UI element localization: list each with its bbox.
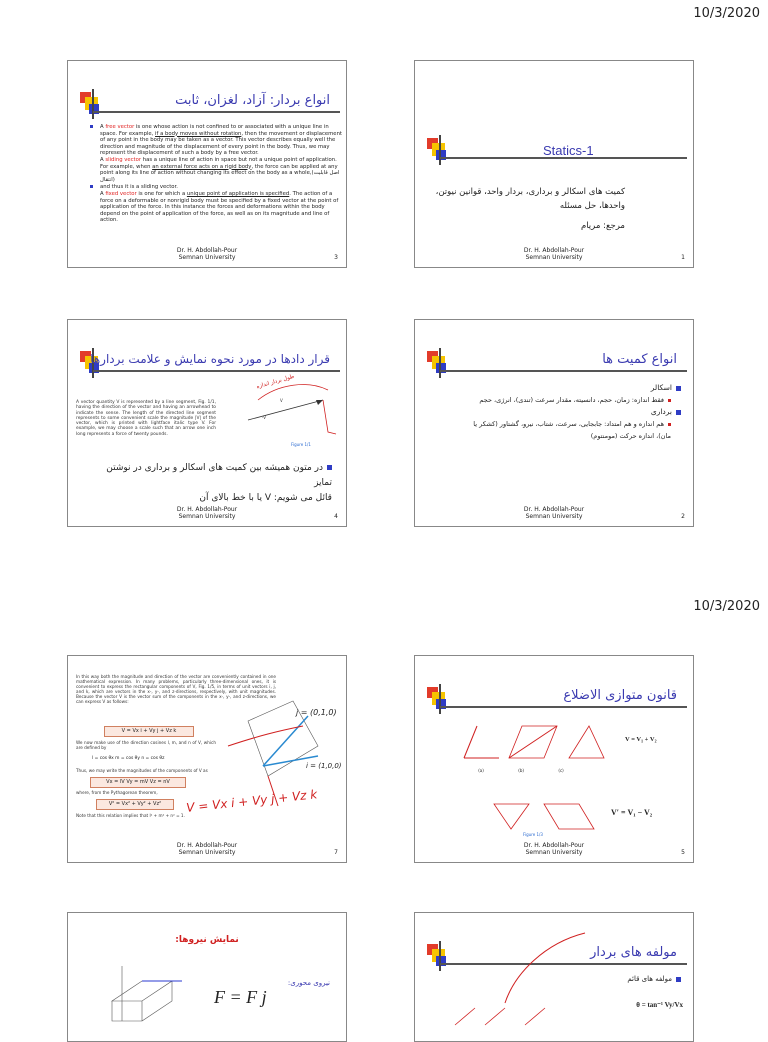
force-equation: F = F j bbox=[214, 987, 267, 1007]
difference-figure bbox=[489, 794, 599, 834]
sub-bullet-icon bbox=[668, 423, 671, 426]
slide-logo-icon bbox=[80, 89, 108, 119]
slide-body: کمیت های اسکالر و برداری، بردار واحد، قوانین نیوتن، واحدها، حل مسئله مرجع: مریام bbox=[435, 187, 625, 231]
slide-number: 1 bbox=[681, 254, 685, 261]
handwritten-arrow bbox=[505, 933, 585, 1003]
scanned-text: In this way both the magnitude and direction of the vector are conveniently contained in one mathematical expression. In many problems, particularly three-dimensional ones, it is convenient to express the rectangular components of V, Fig. 1/5, in terms of unit vectors i, j, and k, which are vectors in the x-, y-, and z-directions, respectively, with unit magnitudes. Because the vector V is the vector sum of the components in the x-, y-, and z-directions, we can express V as follows: bbox=[76, 674, 276, 704]
scanned-text: Note that this relation implies that l² + m² + n² = 1. bbox=[76, 813, 185, 818]
scanned-text: We now make use of the direction cosines l, m, and n of V, which are defined by bbox=[76, 740, 216, 750]
arrowhead-icon bbox=[316, 400, 323, 405]
slide-title: قرار دادها در مورد نحوه نمایش و علامت بردارها bbox=[90, 352, 330, 366]
direction-cosines: l = cos θx m = cos θy n = cos θz bbox=[92, 756, 165, 761]
scanned-text: A vector quantity V is represented by a line segment, Fig. 1/1, having the direction of the vector and having an arrowhead to indicate the sense. The length of the directed line segment represents to some convenient scale the magnitude |V| of the vector, which is printed with lightface italic type V. For example, we may choose a scale such that an arrow one inch long represents a force of twenty pounds. bbox=[76, 400, 216, 437]
scanned-text: Thus, we may write the magnitudes of the components of V as bbox=[76, 768, 208, 773]
slide-footer: Dr. H. Abdollah-Pour Semnan University bbox=[176, 247, 238, 261]
slide-5 bbox=[414, 655, 694, 863]
vector-figure bbox=[228, 372, 338, 452]
title-rule bbox=[440, 706, 687, 708]
bullet-icon bbox=[327, 465, 332, 470]
slide-logo-icon bbox=[427, 135, 455, 165]
paragraph-sliding-tail: and thus it is a sliding vector. bbox=[92, 184, 342, 191]
slide-1 bbox=[414, 60, 694, 268]
equation-box: Vx = lV Vy = mV Vz = nV bbox=[90, 777, 186, 788]
slide-footer: Dr. H. Abdollah-Pour Semnan University bbox=[523, 842, 585, 856]
slide-2 bbox=[414, 319, 694, 527]
slide-number: 7 bbox=[334, 849, 338, 856]
slide-8 bbox=[67, 912, 347, 1042]
axes-figure bbox=[92, 961, 182, 1031]
handwritten-curve bbox=[228, 726, 303, 746]
bullet-icon bbox=[676, 386, 681, 391]
slide-footer: Dr. H. Abdollah-Pour Semnan University bbox=[176, 506, 238, 520]
svg-text:-V: -V bbox=[262, 415, 266, 420]
figure-caption: Figure 1/1 bbox=[291, 442, 311, 447]
title-rule bbox=[93, 111, 340, 113]
paragraph-free-vector: A free vector is one whose action is not confined to or associated with a unique line in space. For example, if a body moves without rotation, then the movement or displacement of any point in the body may be taken as a vector. This vector describes equally well the direction and magnitude of the displacement of every point in the body. Thus, we may represent the displacement of such a body by a free vector. bbox=[92, 124, 342, 157]
equation-sum: V = V₁ + V₂ bbox=[625, 736, 657, 743]
bullet-icon bbox=[676, 977, 681, 982]
slide-3 bbox=[67, 60, 347, 268]
handwritten-equation: V = Vx i + Vy j + Vz k bbox=[185, 787, 318, 815]
equation-box: V² = Vx² + Vy² + Vz² bbox=[96, 799, 174, 810]
bullet-icon bbox=[90, 125, 93, 128]
paragraph-sliding-vector: A sliding vector has a unique line of action in space but not a unique point of application. For example, when an external force acts on a rigid body, the force can be applied at any point along its line of action without changing its effect on the body as a whole,(اصل قابلیت انتقال) bbox=[100, 156, 340, 183]
slide-footer: Dr. H. Abdollah-Pour Semnan University bbox=[523, 506, 585, 520]
scanned-text: where, from the Pythagorean theorem, bbox=[76, 790, 158, 795]
paragraph-fixed-vector: A fixed vector is one for which a unique point of application is specified. The action of a force on a deformable or nonrigid body must be specified by a fixed vector at the point of application of the force. In this instance the forces and deformations within the body depend on the point of application of the force, as well as on its magnitude and line of action. bbox=[100, 190, 339, 224]
slide-footer: Dr. H. Abdollah-Pour Semnan University bbox=[176, 842, 238, 856]
sub-bullet-icon bbox=[668, 399, 671, 402]
vector-arrow bbox=[248, 400, 323, 420]
slide-title: انواع کمیت ها bbox=[602, 352, 677, 367]
slide-7 bbox=[67, 655, 347, 863]
slide-number: 2 bbox=[681, 513, 685, 520]
slide-logo-icon bbox=[427, 684, 455, 714]
angle-equation: θ = tan⁻¹ Vy/Vx bbox=[636, 1001, 683, 1009]
parallelogram-figure bbox=[459, 718, 609, 768]
figure-caption: Figure 1/3 bbox=[523, 832, 543, 837]
slide-number: 4 bbox=[334, 513, 338, 520]
equation-box: V = Vx i + Vy j + Vz k bbox=[104, 726, 194, 737]
handwritten-i: i = (1,0,0) bbox=[306, 762, 342, 770]
slide-number: 5 bbox=[681, 849, 685, 856]
axial-force-label: نیروی محوری: bbox=[287, 979, 330, 987]
slide-4 bbox=[67, 319, 347, 527]
page-date: 10/3/2020 bbox=[693, 6, 760, 21]
page-date: 10/3/2020 bbox=[693, 599, 760, 614]
slide-bullet: مولفه های قائم bbox=[627, 975, 681, 983]
components-figure bbox=[445, 933, 595, 993]
svg-text:V: V bbox=[280, 398, 283, 403]
slide-body bbox=[92, 124, 342, 224]
slide-footer: Dr. H. Abdollah-Pour Semnan University bbox=[523, 247, 585, 261]
slide-title: Statics-1 bbox=[543, 143, 594, 158]
slide-title: مولفه های بردار bbox=[590, 945, 677, 960]
slide-number: 3 bbox=[334, 254, 338, 261]
equation-difference: V′ = V₁ − V₂ bbox=[611, 808, 653, 817]
slide-bullet: در متون همیشه بین کمیت های اسکالر و برداری در نوشتن تمایز قائل می شویم: V یا با خط بالای آن bbox=[106, 463, 332, 503]
handwritten-mark bbox=[323, 400, 336, 434]
title-rule bbox=[440, 370, 687, 372]
handwritten-j: j = (0,1,0) bbox=[296, 708, 337, 717]
slide-title: انواع بردار: آزاد، لغزان، ثابت bbox=[175, 93, 330, 108]
figure-labels: (a) (b) (c) bbox=[478, 768, 564, 773]
handwritten-note: طول بردار اندازه bbox=[255, 373, 295, 391]
slide-title: قانون متوازی الاضلاع bbox=[563, 688, 677, 703]
bullet-icon bbox=[676, 410, 681, 415]
slide-6 bbox=[414, 912, 694, 1042]
slide-body: اسکالر فقط اندازه: زمان، حجم، دانسیته، مقدار سرعت (تندی)، انرژی، حجم برداری هم اندازه و هم امتداد: جابجایی، سرعت، شتاب، نیرو، گشتاور (کشکر یا مان)، اندازه حرکت (مومنتوم) bbox=[425, 382, 681, 442]
slide-title: نمایش نیروها: bbox=[175, 935, 239, 945]
slide-logo-icon bbox=[427, 348, 455, 378]
bullet-icon bbox=[90, 185, 93, 188]
